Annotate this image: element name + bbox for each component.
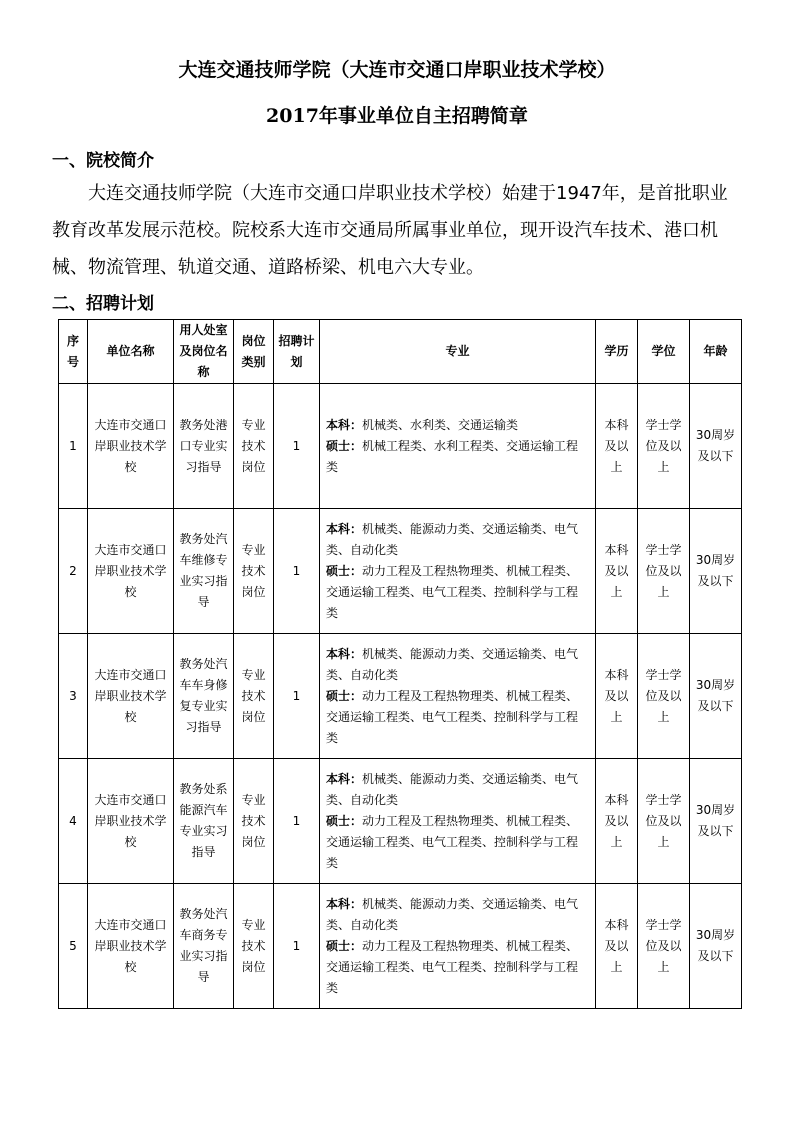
cell-unit: 大连市交通口岸职业技术学校 — [88, 384, 174, 509]
section-heading-plan: 二、招聘计划 — [52, 294, 154, 314]
cell-no: 5 — [59, 884, 88, 1009]
cell-dept: 教务处系能源汽车专业实习指导 — [174, 759, 234, 884]
cell-plan: 1 — [274, 759, 320, 884]
table-row — [59, 759, 742, 884]
cell-plan: 1 — [274, 384, 320, 509]
cell-category: 专业技术岗位 — [234, 634, 274, 759]
bachelor-label: 本科： — [326, 417, 363, 432]
header-education: 学历 — [596, 320, 638, 384]
cell-degree: 学士学位及以上 — [638, 759, 690, 884]
intro-paragraph: 大连交通技师学院（大连市交通口岸职业技术学校）始建于1947年，是首批职业教育改革发展示范校。院校系大连市交通局所属事业单位，现开设汽车技术、港口机械、物流管理、轨道交通、道路桥梁、机电六大专业。 — [52, 183, 728, 278]
cell-no: 4 — [59, 759, 88, 884]
bachelor-majors: 机械类、能源动力类、交通运输类、电气类、自动化类 — [326, 896, 579, 932]
header-plan: 招聘计划 — [274, 320, 320, 384]
bachelor-label: 本科： — [326, 521, 363, 536]
cell-education: 本科及以上 — [596, 759, 638, 884]
bachelor-label: 本科： — [326, 646, 363, 661]
cell-unit: 大连市交通口岸职业技术学校 — [88, 884, 174, 1009]
master-majors: 动力工程及工程热物理类、机械工程类、交通运输工程类、电气工程类、控制科学与工程类 — [326, 688, 579, 745]
table-header-row — [59, 320, 742, 384]
header-dept: 用人处室及岗位名称 — [174, 320, 234, 384]
cell-age: 30周岁及以下 — [690, 509, 742, 634]
cell-age: 30周岁及以下 — [690, 634, 742, 759]
cell-degree: 学士学位及以上 — [638, 634, 690, 759]
master-label: 硕士： — [326, 563, 363, 578]
table-row — [59, 509, 742, 634]
cell-plan: 1 — [274, 884, 320, 1009]
master-label: 硕士： — [326, 688, 363, 703]
cell-category: 专业技术岗位 — [234, 884, 274, 1009]
master-majors: 动力工程及工程热物理类、机械工程类、交通运输工程类、电气工程类、控制科学与工程类 — [326, 938, 579, 995]
cell-major — [320, 759, 596, 884]
cell-unit: 大连市交通口岸职业技术学校 — [88, 634, 174, 759]
bachelor-majors: 机械类、能源动力类、交通运输类、电气类、自动化类 — [326, 771, 579, 807]
cell-plan: 1 — [274, 509, 320, 634]
bachelor-majors: 机械类、能源动力类、交通运输类、电气类、自动化类 — [326, 646, 579, 682]
header-no: 序号 — [59, 320, 88, 384]
cell-category: 专业技术岗位 — [234, 759, 274, 884]
cell-education: 本科及以上 — [596, 884, 638, 1009]
master-majors: 动力工程及工程热物理类、机械工程类、交通运输工程类、电气工程类、控制科学与工程类 — [326, 813, 579, 870]
cell-category: 专业技术岗位 — [234, 509, 274, 634]
table-row — [59, 884, 742, 1009]
cell-plan: 1 — [274, 634, 320, 759]
cell-education: 本科及以上 — [596, 509, 638, 634]
recruitment-table — [58, 319, 742, 1009]
cell-age: 30周岁及以下 — [690, 384, 742, 509]
cell-category: 专业技术岗位 — [234, 384, 274, 509]
document-subtitle: 2017年事业单位自主招聘简章 — [266, 105, 528, 127]
cell-no: 1 — [59, 384, 88, 509]
header-category: 岗位类别 — [234, 320, 274, 384]
table-body — [59, 384, 742, 1009]
header-age: 年龄 — [690, 320, 742, 384]
cell-unit: 大连市交通口岸职业技术学校 — [88, 509, 174, 634]
cell-degree: 学士学位及以上 — [638, 884, 690, 1009]
section-heading-intro: 一、院校简介 — [52, 151, 154, 171]
bachelor-majors: 机械类、水利类、交通运输类 — [362, 417, 519, 432]
table-row — [59, 384, 742, 509]
cell-dept: 教务处港口专业实习指导 — [174, 384, 234, 509]
cell-dept: 教务处汽车维修专业实习指导 — [174, 509, 234, 634]
cell-degree: 学士学位及以上 — [638, 384, 690, 509]
bachelor-label: 本科： — [326, 896, 363, 911]
bachelor-label: 本科： — [326, 771, 363, 786]
master-label: 硕士： — [326, 813, 363, 828]
cell-major — [320, 384, 596, 509]
cell-major — [320, 884, 596, 1009]
cell-major — [320, 634, 596, 759]
master-majors: 机械工程类、水利工程类、交通运输工程类 — [326, 438, 579, 474]
cell-age: 30周岁及以下 — [690, 759, 742, 884]
cell-degree: 学士学位及以上 — [638, 509, 690, 634]
cell-education: 本科及以上 — [596, 634, 638, 759]
header-unit: 单位名称 — [88, 320, 174, 384]
bachelor-majors: 机械类、能源动力类、交通运输类、电气类、自动化类 — [326, 521, 579, 557]
master-label: 硕士： — [326, 938, 363, 953]
cell-major — [320, 509, 596, 634]
cell-dept: 教务处汽车车身修复专业实习指导 — [174, 634, 234, 759]
master-label: 硕士： — [326, 438, 363, 453]
document-title: 大连交通技师学院（大连市交通口岸职业技术学校） — [178, 59, 616, 81]
header-degree: 学位 — [638, 320, 690, 384]
cell-education: 本科及以上 — [596, 384, 638, 509]
cell-age: 30周岁及以下 — [690, 884, 742, 1009]
header-major: 专业 — [320, 320, 596, 384]
table-row — [59, 634, 742, 759]
cell-no: 2 — [59, 509, 88, 634]
cell-no: 3 — [59, 634, 88, 759]
cell-unit: 大连市交通口岸职业技术学校 — [88, 759, 174, 884]
master-majors: 动力工程及工程热物理类、机械工程类、交通运输工程类、电气工程类、控制科学与工程类 — [326, 563, 579, 620]
cell-dept: 教务处汽车商务专业实习指导 — [174, 884, 234, 1009]
